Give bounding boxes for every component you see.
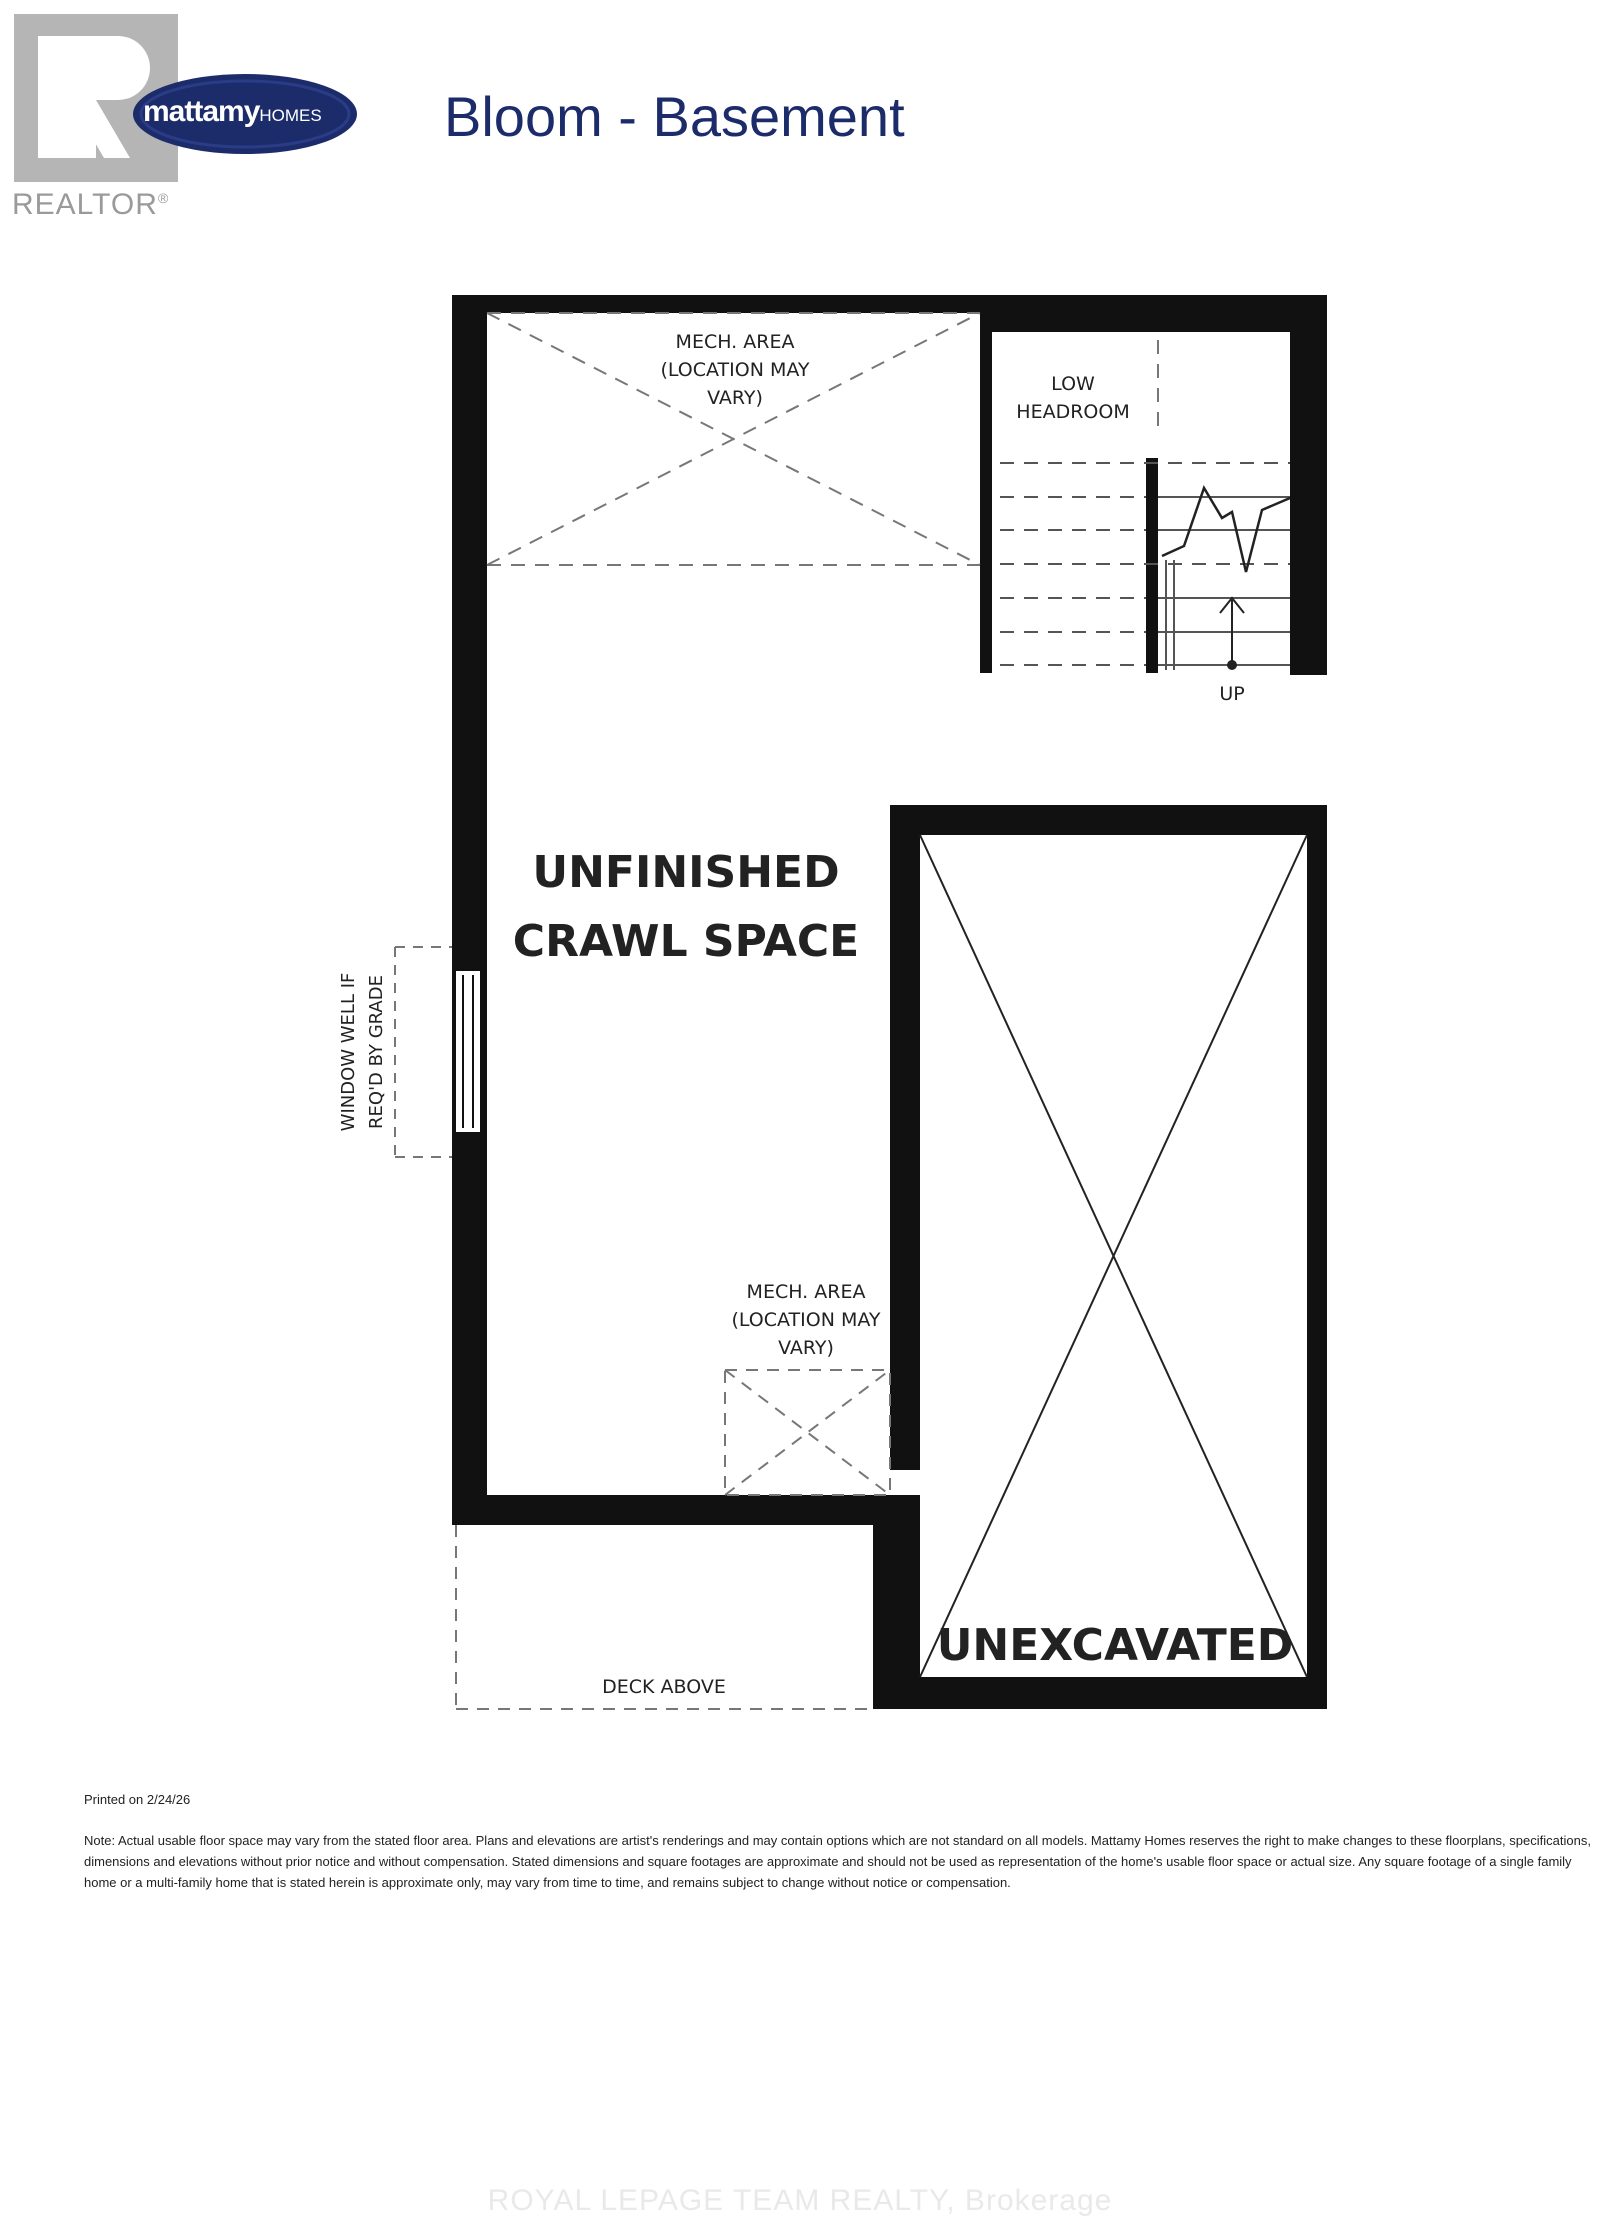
wall-stair-top — [980, 295, 1327, 332]
page-title: Bloom - Basement — [444, 85, 905, 148]
window — [455, 970, 481, 1133]
realtor-wordmark: REALTOR® — [12, 188, 170, 221]
printed-date: Printed on 2/24/26 — [84, 1792, 191, 1807]
wall-unexcavated-lower-left — [873, 1495, 920, 1709]
brokerage-watermark: ROYAL LEPAGE TEAM REALTY, Brokerage — [487, 2184, 1113, 2217]
wall-unexcavated-bottom — [873, 1677, 1327, 1709]
stairs — [1000, 463, 1290, 670]
label-crawl-2: CRAWL SPACE — [512, 916, 860, 967]
label-low-1: LOW — [1051, 373, 1095, 395]
wall-bottom — [452, 1495, 920, 1525]
wall-unexcavated-left — [890, 805, 920, 1470]
label-window-1: WINDOW WELL IF — [338, 972, 359, 1132]
label-up: UP — [1219, 683, 1245, 705]
mattamy-wordmark: mattamyHOMES — [143, 95, 322, 128]
stair-start-dot — [1227, 660, 1237, 670]
label-mech-top-3: VARY) — [707, 387, 763, 409]
label-crawl-1: UNFINISHED — [532, 847, 840, 898]
wall-right-upper — [1290, 295, 1327, 675]
label-unexcavated: UNEXCAVATED — [936, 1620, 1294, 1671]
label-mech-bottom-3: VARY) — [778, 1337, 834, 1359]
label-mech-bottom-1: MECH. AREA — [746, 1281, 866, 1303]
wall-stair-inner — [1146, 458, 1158, 673]
label-mech-bottom-2: (LOCATION MAY — [731, 1309, 881, 1331]
wall-stair-left — [980, 295, 992, 673]
wall-unexcavated-right — [1307, 805, 1327, 1709]
label-mech-top-1: MECH. AREA — [675, 331, 795, 353]
wall-unexcavated-top — [890, 805, 1327, 835]
unexcavated-cross — [920, 835, 1307, 1677]
label-deck: DECK ABOVE — [602, 1676, 726, 1698]
label-low-2: HEADROOM — [1016, 401, 1130, 423]
label-mech-top-2: (LOCATION MAY — [660, 359, 810, 381]
mech-area-bottom — [725, 1370, 890, 1495]
disclaimer-note: Note: Actual usable floor space may vary from the stated floor area. Plans and elevations are artist's renderings and may contain options which are not standard on all models. Mattamy Homes reserves the right to make changes to these floorplans, specifications, dimensions and elevations without prior notice and without compensation. Stated dimensions and square footages are approximate and should not be used as representation of the home's usable floor space or actual size. Any square footage of a single family home or a multi-family home that is stated herein is approximate only, may vary from time to time, and remains subject to change without notice or compensation. — [84, 1833, 1591, 1890]
wall-left — [452, 295, 487, 1520]
label-window-2: REQ'D BY GRADE — [366, 975, 387, 1129]
